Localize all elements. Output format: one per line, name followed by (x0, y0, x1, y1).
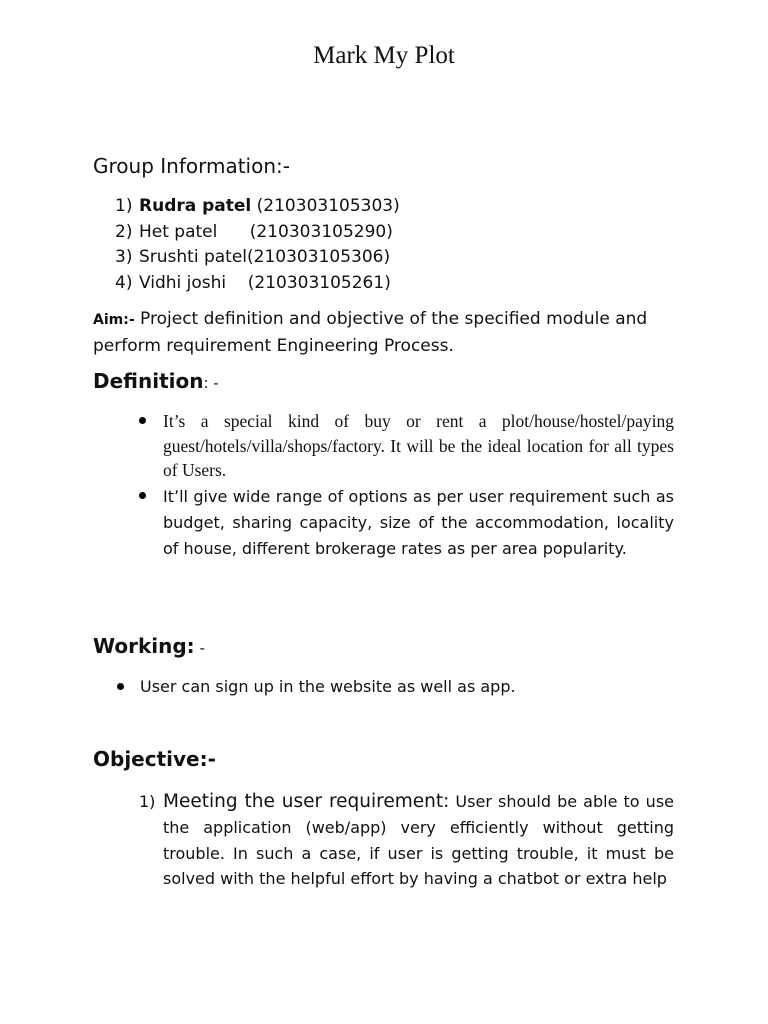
working-list (140, 675, 680, 699)
member-list (115, 194, 515, 296)
bullet-icon (117, 683, 124, 690)
list-item: 2) Het patel (210303105290) (115, 221, 393, 242)
bullet-icon (139, 417, 146, 424)
list-item: It’s a special kind of buy or rent a plot/house/hostel/paying guest/hotels/villa/shops/factory. It will be the ideal location for all types of Users. (163, 409, 674, 483)
working-heading: Working: - (93, 634, 205, 658)
list-item: User can sign up in the website as well as app. (140, 675, 680, 699)
objective-heading: Objective:- (93, 747, 216, 771)
list-item: 1) Rudra patel (210303105303) (115, 196, 400, 216)
bullet-icon (139, 492, 146, 499)
aim-label: Aim:- (93, 312, 135, 328)
document-title: Mark My Plot (313, 42, 455, 69)
member-name: Rudra patel (139, 196, 252, 216)
definition-heading: Definition: - (93, 369, 219, 393)
aim-paragraph: Aim:- Project definition and objective of the specified module and perform requirement Engineering Process. (93, 309, 648, 356)
definition-list (163, 409, 674, 562)
list-item: It’ll give wide range of options as per user requirement such as budget, sharing capacity, size of the accommodation, locality of house, different brokerage rates as per area popularity. (163, 484, 674, 562)
objective-item: 1) Meeting the user requirement: User should be able to use the application (web/app) very efficiently without getting trouble. In such a case, if user is getting trouble, it must be solved with the helpful effort by having a chatbot or extra help (139, 791, 675, 889)
group-information-heading: Group Information:- (93, 154, 290, 178)
list-item: 4) Vidhi joshi (210303105261) (115, 272, 391, 293)
objective-label: Meeting the user requirement: (163, 791, 450, 812)
list-item: 3) Srushti patel(210303105306) (115, 247, 391, 267)
